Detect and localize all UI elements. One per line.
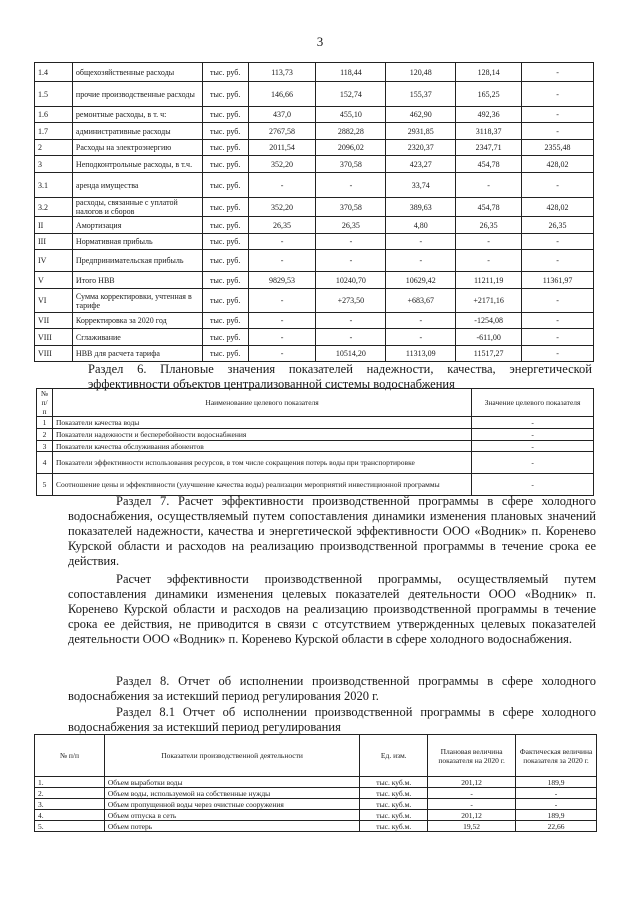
table-row <box>37 429 594 441</box>
row-planned: - <box>428 788 516 799</box>
table-row <box>35 821 597 832</box>
row-planned: 19,52 <box>428 821 516 832</box>
row-value: 33,74 <box>386 173 456 198</box>
row-value: - <box>386 329 456 346</box>
row-number: 1. <box>35 777 105 788</box>
row-unit: тыс. руб. <box>202 82 248 107</box>
row-value: - <box>316 250 386 272</box>
row-value: 2347,71 <box>456 140 522 156</box>
row-number: 1.4 <box>35 63 73 82</box>
row-name: НВВ для расчета тарифа <box>72 346 202 362</box>
row-value: - <box>522 107 594 123</box>
production-report-table <box>34 734 597 832</box>
row-unit: тыс. куб.м. <box>360 788 428 799</box>
page-number: 3 <box>316 34 324 49</box>
row-value: 454,78 <box>456 156 522 173</box>
row-name: общехозяйственные расходы <box>72 63 202 82</box>
row-value: - <box>456 173 522 198</box>
row-number: 1 <box>37 417 53 429</box>
row-name: Показатели надежности и бесперебойности водоснабжения <box>52 429 471 441</box>
row-value: 3118,37 <box>456 123 522 140</box>
row-number: 1.5 <box>35 82 73 107</box>
row-unit: тыс. руб. <box>202 272 248 289</box>
row-unit: тыс. куб.м. <box>360 821 428 832</box>
row-value: 2767,58 <box>248 123 316 140</box>
row-value: - <box>248 173 316 198</box>
row-value: - <box>522 63 594 82</box>
row-value: - <box>316 329 386 346</box>
table-row <box>35 198 594 217</box>
row-value: - <box>522 329 594 346</box>
row-value: - <box>248 250 316 272</box>
row-value: 352,20 <box>248 156 316 173</box>
row-value: +683,67 <box>386 289 456 313</box>
row-value: - <box>316 313 386 329</box>
row-number: 2. <box>35 788 105 799</box>
row-unit: тыс. руб. <box>202 313 248 329</box>
table-row <box>37 452 594 474</box>
row-actual: - <box>516 788 597 799</box>
row-number: II <box>35 217 73 234</box>
row-value: 352,20 <box>248 198 316 217</box>
table-row <box>35 329 594 346</box>
table-row <box>35 777 597 788</box>
target-indicators-table <box>36 388 594 496</box>
row-value: 370,58 <box>316 156 386 173</box>
row-value: 437,0 <box>248 107 316 123</box>
row-name: Объем потерь <box>104 821 359 832</box>
row-value: - <box>522 123 594 140</box>
cost-table <box>34 62 594 362</box>
row-unit: тыс. руб. <box>202 329 248 346</box>
section7-paragraph1: Раздел 7. Расчет эффективности производственной программы в сфере холодного водоснабжения, осуществляемый путем сопоставления динамики изменения плановых значений показателей надежности, качества и энергетической эффективности ООО «Водник» п. Коренево Курской области и расходов на реализацию производственной программы в течение срока ее действия. <box>68 494 596 568</box>
table-row <box>35 217 594 234</box>
table-row <box>35 234 594 250</box>
row-number: 5. <box>35 821 105 832</box>
row-value: - <box>472 429 594 441</box>
row-name: Расходы на электроэнергию <box>72 140 202 156</box>
row-value: -1254,08 <box>456 313 522 329</box>
row-value: 2931,85 <box>386 123 456 140</box>
row-value: 113,73 <box>248 63 316 82</box>
row-actual: 22,66 <box>516 821 597 832</box>
row-value: 11517,27 <box>456 346 522 362</box>
row-value: 454,78 <box>456 198 522 217</box>
row-value: 128,14 <box>456 63 522 82</box>
row-name: Неподконтрольные расходы, в т.ч. <box>72 156 202 173</box>
row-value: - <box>472 417 594 429</box>
row-actual: 189,9 <box>516 777 597 788</box>
row-value: 11313,09 <box>386 346 456 362</box>
row-name: аренда имущества <box>72 173 202 198</box>
row-value: - <box>522 289 594 313</box>
table-row <box>37 474 594 496</box>
row-value: 423,27 <box>386 156 456 173</box>
row-value: - <box>248 289 316 313</box>
row-value: 11211,19 <box>456 272 522 289</box>
header-planned: Плановая величина показателя на 2020 г. <box>428 735 516 777</box>
table-row <box>35 346 594 362</box>
row-value: - <box>522 346 594 362</box>
row-value: - <box>248 234 316 250</box>
row-value: 455,10 <box>316 107 386 123</box>
row-value: - <box>472 441 594 452</box>
row-value: 2011,54 <box>248 140 316 156</box>
row-value: - <box>248 313 316 329</box>
row-number: 3 <box>37 441 53 452</box>
row-unit: тыс. куб.м. <box>360 799 428 810</box>
row-unit: тыс. руб. <box>202 63 248 82</box>
row-number: VI <box>35 289 73 313</box>
row-value: - <box>248 346 316 362</box>
row-actual: - <box>516 799 597 810</box>
header-num: № п/п <box>35 735 105 777</box>
table-row <box>35 313 594 329</box>
section7-paragraph2: Расчет эффективности производственной программы, осуществляемый путем сопоставления динамики изменения целевых показателей деятельности ООО «Водник» п. Коренево Курской области и расходов на реализацию производственной программы в течение срока ее действия, не приводится в связи с отсутствием утвержденных целевых показателей деятельности ООО «Водник» п. Коренево Курской области в сфере холодного водоснабжения. <box>68 572 596 646</box>
row-unit: тыс. руб. <box>202 107 248 123</box>
row-value: 120,48 <box>386 63 456 82</box>
row-unit: тыс. куб.м. <box>360 777 428 788</box>
row-unit: тыс. руб. <box>202 173 248 198</box>
row-name: Амортизация <box>72 217 202 234</box>
row-value: - <box>248 329 316 346</box>
row-value: - <box>522 234 594 250</box>
row-value: - <box>472 452 594 474</box>
row-value: 4,80 <box>386 217 456 234</box>
table-row <box>37 417 594 429</box>
row-number: 1.6 <box>35 107 73 123</box>
row-name: Показатели эффективности использования ресурсов, в том числе сокращения потерь воды при транспортировке <box>52 452 471 474</box>
table-row <box>35 63 594 82</box>
table-row <box>35 107 594 123</box>
row-value: - <box>316 173 386 198</box>
row-number: VII <box>35 313 73 329</box>
row-value: 165,25 <box>456 82 522 107</box>
row-value: - <box>522 82 594 107</box>
row-number: 4. <box>35 810 105 821</box>
header-unit: Ед. изм. <box>360 735 428 777</box>
row-value: - <box>386 313 456 329</box>
row-value: 26,35 <box>248 217 316 234</box>
row-name: Сумма корректировки, учтенная в тарифе <box>72 289 202 313</box>
row-value: - <box>386 250 456 272</box>
row-number: III <box>35 234 73 250</box>
row-number: VIII <box>35 329 73 346</box>
row-name: Объем воды, используемой на собственные нужды <box>104 788 359 799</box>
row-unit: тыс. руб. <box>202 234 248 250</box>
row-value: 152,74 <box>316 82 386 107</box>
row-name: Итого НВВ <box>72 272 202 289</box>
row-planned: - <box>428 799 516 810</box>
row-name: прочие производственные расходы <box>72 82 202 107</box>
row-name: Объем пропущенной воды через очистные сооружения <box>104 799 359 810</box>
row-name: административные расходы <box>72 123 202 140</box>
row-value: -611,00 <box>456 329 522 346</box>
table-row <box>35 82 594 107</box>
row-number: IV <box>35 250 73 272</box>
row-value: - <box>386 234 456 250</box>
row-name: Корректировка за 2020 год <box>72 313 202 329</box>
row-name: Предпринимательская прибыль <box>72 250 202 272</box>
header-num: № п/п <box>37 389 53 417</box>
row-value: 2096,02 <box>316 140 386 156</box>
header-actual: Фактическая величина показателя за 2020 г. <box>516 735 597 777</box>
row-value: 155,37 <box>386 82 456 107</box>
row-unit: тыс. руб. <box>202 289 248 313</box>
row-name: Сглаживание <box>72 329 202 346</box>
row-number: 1.7 <box>35 123 73 140</box>
table-row <box>35 140 594 156</box>
row-value: 492,36 <box>456 107 522 123</box>
row-value: 2882,28 <box>316 123 386 140</box>
row-value: - <box>456 250 522 272</box>
table-row <box>35 173 594 198</box>
row-value: 10240,70 <box>316 272 386 289</box>
header-name: Показатели производственной деятельности <box>104 735 359 777</box>
row-name: Соотношение цены и эффективности (улучшение качества воды) реализации мероприятий инвестиционной программы <box>52 474 471 496</box>
table-row <box>35 156 594 173</box>
section8-heading: Раздел 8. Отчет об исполнении производственной программы в сфере холодного водоснабжения за истекший период регулирования 2020 г. <box>68 674 596 703</box>
row-number: 3. <box>35 799 105 810</box>
header-name: Наименование целевого показателя <box>52 389 471 417</box>
header-value: Значение целевого показателя <box>472 389 594 417</box>
row-actual: 189,9 <box>516 810 597 821</box>
row-name: Нормативная прибыль <box>72 234 202 250</box>
row-number: 3.1 <box>35 173 73 198</box>
row-unit: тыс. руб. <box>202 140 248 156</box>
section6-heading: Раздел 6. Плановые значения показателей надежности, качества, энергетической эффективности объектов централизованной системы водоснабжения <box>88 362 592 391</box>
row-value: 9829,53 <box>248 272 316 289</box>
row-value: 2355,48 <box>522 140 594 156</box>
row-planned: 201,12 <box>428 810 516 821</box>
row-value: - <box>522 173 594 198</box>
table-row <box>35 289 594 313</box>
row-unit: тыс. руб. <box>202 123 248 140</box>
table-row <box>35 123 594 140</box>
row-value: 370,58 <box>316 198 386 217</box>
row-number: 4 <box>37 452 53 474</box>
row-unit: тыс. руб. <box>202 156 248 173</box>
row-unit: тыс. руб. <box>202 250 248 272</box>
row-value: 10629,42 <box>386 272 456 289</box>
table-row <box>35 272 594 289</box>
row-number: 2 <box>37 429 53 441</box>
row-name: расходы, связанные с уплатой налогов и сборов <box>72 198 202 217</box>
table-row <box>37 441 594 452</box>
table-row <box>35 799 597 810</box>
row-name: ремонтные расходы, в т. ч: <box>72 107 202 123</box>
table-row <box>35 810 597 821</box>
row-unit: тыс. куб.м. <box>360 810 428 821</box>
row-name: Объем отпуска в сеть <box>104 810 359 821</box>
row-value: 26,35 <box>522 217 594 234</box>
row-unit: тыс. руб. <box>202 217 248 234</box>
row-number: VIII <box>35 346 73 362</box>
row-planned: 201,12 <box>428 777 516 788</box>
row-name: Показатели качества воды <box>52 417 471 429</box>
row-value: 26,35 <box>316 217 386 234</box>
row-value: +273,50 <box>316 289 386 313</box>
row-number: V <box>35 272 73 289</box>
row-number: 3 <box>35 156 73 173</box>
row-value: 11361,97 <box>522 272 594 289</box>
row-value: - <box>456 234 522 250</box>
row-value: 2320,37 <box>386 140 456 156</box>
row-value: 428,02 <box>522 156 594 173</box>
row-value: - <box>472 474 594 496</box>
table-row <box>35 788 597 799</box>
row-value: 26,35 <box>456 217 522 234</box>
row-value: 10514,20 <box>316 346 386 362</box>
row-value: 428,02 <box>522 198 594 217</box>
row-number: 2 <box>35 140 73 156</box>
row-value: 146,66 <box>248 82 316 107</box>
row-value: 118,44 <box>316 63 386 82</box>
row-value: - <box>316 234 386 250</box>
table-row <box>35 250 594 272</box>
row-value: +2171,16 <box>456 289 522 313</box>
row-unit: тыс. руб. <box>202 346 248 362</box>
row-value: 389,63 <box>386 198 456 217</box>
row-value: - <box>522 313 594 329</box>
row-value: 462,90 <box>386 107 456 123</box>
section8-subheading: Раздел 8.1 Отчет об исполнении производственной программы в сфере холодного водоснабжения за истекший период регулирования <box>68 705 596 734</box>
row-number: 5 <box>37 474 53 496</box>
row-number: 3.2 <box>35 198 73 217</box>
row-unit: тыс. руб. <box>202 198 248 217</box>
row-name: Показатели качества обслуживания абонентов <box>52 441 471 452</box>
row-name: Объем выработки воды <box>104 777 359 788</box>
row-value: - <box>522 250 594 272</box>
